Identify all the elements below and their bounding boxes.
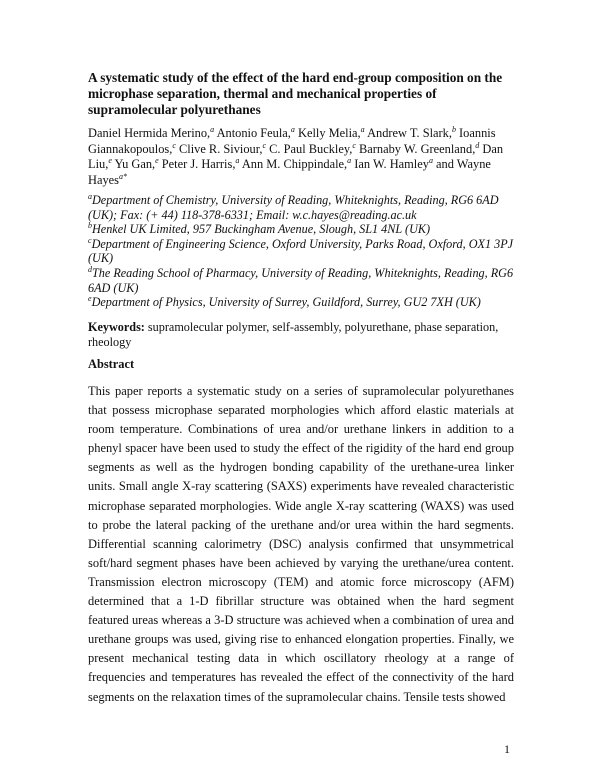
author: C. Paul Buckley,$^c$: [266, 140, 356, 156]
author: Ioannis Giannakopoulos,$^c$: [88, 126, 496, 156]
author-list: [88, 126, 516, 188]
page-number: 1: [504, 742, 510, 756]
affiliation-b: $^b$Henkel UK Limited, 957 Buckingham Avenue, Slough, SL1 4NL (UK): [88, 221, 431, 237]
author: Andrew T. Slark,$^b$: [364, 124, 456, 140]
affiliation-e: $^e$Department of Physics, University of Surrey, Guildford, Surrey, GU2 7XH (UK): [88, 294, 481, 310]
author: Antonio Feula,$^a$: [214, 124, 295, 140]
keywords: [88, 320, 508, 349]
author: Ann M. Chippindale,$^a$: [239, 155, 352, 171]
author: Dan Liu,$^e$: [88, 141, 504, 171]
affiliation-c: $^c$Department of Engineering Science, Oxford University, Parks Road, Oxford, OX1 3PJ (UK): [88, 235, 514, 266]
affiliation-a: $^a$Department of Chemistry, University of Reading, Whiteknights, Reading, RG6 6AD (UK); Fax: (+ 44) 118-378-6331; Email: w.c.hayes@reading.ac.uk: [88, 191, 499, 222]
keywords-text: supramolecular polymer, self-assembly, polyurethane, phase separation, rheology: [88, 320, 499, 349]
author: Barnaby W. Greenland,$^d$: [355, 140, 480, 156]
abstract-heading: Abstract: [88, 357, 135, 371]
keywords-label: Keywords:: [88, 320, 145, 334]
author: Peter J. Harris,$^a$: [158, 155, 240, 171]
affiliation-d: $^d$The Reading School of Pharmacy, University of Reading, Whiteknights, Reading, RG6 6AD (UK): [88, 264, 514, 295]
author: Ian W. Hamley$^a$: [351, 155, 433, 171]
author: Yu Gan,$^e$: [111, 155, 159, 171]
author: Daniel Hermida Merino,$^a$: [88, 124, 215, 140]
abstract-body: This paper reports a systematic study on a series of supramolecular polyurethanes that possess microphase separated morphologies which afford elastic materials at room temperature. Combinations of urea and/or urethane linkers in addition to a phenyl spacer have been used to study the effect of the rigidity of the hard end group segments as well as the hydrogen bonding capability of the urethane-urea linker units. Small angle X-ray scattering (SAXS) experiments have revealed characteristic microphase separated morphologies. Wide angle X-ray scattering (WAXS) was used to probe the lateral packing of the urethane and/or urea within the hard segments. Differential scanning calorimetry (DSC) analysis confirmed that unsymmetrical soft/hard segment phases have been achieved by varying the urethane/urea content. Transmission electron microscopy (TEM) and atomic force microscopy (AFM) determined that a 1-D fibrillar structure was obtained when the hard segment featured ureas whereas a 3-D structure was achieved when a combination of urea and urethane groups was used, giving rise to enhanced elongation properties. Finally, we present mechanical testing data in which oscillatory rheology at a range of frequencies and temperatures has revealed the effect of the connectivity of the hard segments on the relaxation times of the supramolecular chains. Tensile tests showed: [88, 384, 514, 704]
paper-title: A systematic study of the effect of the hard end-group composition on the microphase separation, thermal and mechanical properties of supramolecular polyurethanes: [88, 70, 503, 117]
author: Kelly Melia,$^a$: [294, 124, 365, 140]
affiliations: [88, 193, 518, 310]
author: and Wayne Hayes$^{a*}$: [88, 157, 491, 187]
author: Clive R. Siviour,$^c$: [175, 140, 267, 156]
